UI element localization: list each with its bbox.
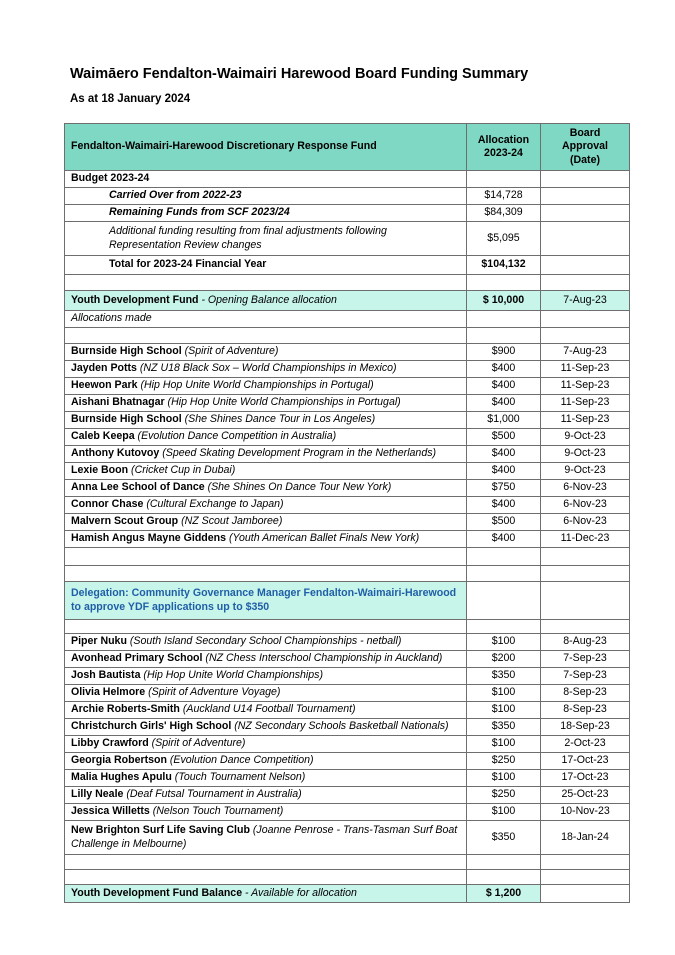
recipient-purpose: (Auckland U14 Football Tournament) — [179, 703, 356, 716]
budget-total-row — [65, 256, 630, 275]
allocation-amount: $750 — [467, 480, 541, 497]
recipient-cell — [65, 770, 467, 787]
funding-table-body — [65, 124, 630, 344]
allocation-amount: $100 — [467, 634, 541, 651]
budget-carried-row — [65, 188, 630, 205]
table-row — [65, 821, 630, 855]
recipient-name: Burnside High School — [71, 345, 182, 358]
balance-cell — [65, 885, 467, 903]
allocation-amount: $350 — [467, 821, 541, 855]
recipient-cell — [65, 497, 467, 514]
approval-date: 7-Sep-23 — [541, 651, 630, 668]
delegation-row — [65, 582, 630, 620]
approval-date: 8-Sep-23 — [541, 685, 630, 702]
recipient-name: Jessica Willetts — [71, 805, 150, 818]
approval-date: 11-Sep-23 — [541, 378, 630, 395]
recipient-purpose: (Hip Hop Unite World Championships) — [140, 669, 323, 682]
recipient-name: Christchurch Girls' High School — [71, 720, 232, 733]
recipient-purpose: (Youth American Ballet Finals New York) — [226, 532, 420, 545]
spacer-row — [65, 870, 630, 885]
recipient-purpose: (Speed Skating Development Program in the Netherlands) — [159, 447, 437, 460]
recipient-name: Heewon Park — [71, 379, 138, 392]
recipient-name: Archie Roberts-Smith — [71, 703, 180, 716]
table-row — [65, 395, 630, 412]
budget-additional-row — [65, 222, 630, 256]
approval-date: 7-Aug-23 — [541, 344, 630, 361]
budget-heading: Budget 2023-24 — [65, 171, 467, 188]
table-row — [65, 497, 630, 514]
approval-date: 11-Sep-23 — [541, 395, 630, 412]
recipient-name: Caleb Keepa — [71, 430, 135, 443]
table-row — [65, 480, 630, 497]
recipient-name: Aishani Bhatnagar — [71, 396, 165, 409]
recipient-purpose: (Cricket Cup in Dubai) — [128, 464, 236, 477]
carried-label: Carried Over from 2022-23 — [65, 188, 467, 205]
recipient-purpose: (South Island Secondary School Championships - netball) — [126, 635, 402, 648]
spacer-row — [65, 548, 630, 566]
recipient-purpose: (Spirit of Adventure) — [181, 345, 279, 358]
recipient-cell — [65, 821, 467, 855]
recipient-name: Lexie Boon — [71, 464, 129, 477]
spacer-row — [65, 566, 630, 582]
approval-date: 2-Oct-23 — [541, 736, 630, 753]
approval-date: 11-Sep-23 — [541, 412, 630, 429]
approval-date: 6-Nov-23 — [541, 497, 630, 514]
table-header-row — [65, 124, 630, 171]
table-row — [65, 736, 630, 753]
delegation-heading: Delegation: Community Governance Manager Fendalton-Waimairi-Harewood to approve YDF applications up to $350 — [65, 582, 467, 620]
allocation-amount: $400 — [467, 446, 541, 463]
recipient-purpose: (Hip Hop Unite World Championships in Portugal) — [164, 396, 401, 409]
recipient-purpose: (NZ Secondary Schools Basketball Nationals) — [231, 720, 449, 733]
approval-date: 9-Oct-23 — [541, 463, 630, 480]
allocation-amount: $500 — [467, 514, 541, 531]
balance-section — [65, 855, 630, 903]
approval-date: 18-Jan-24 — [541, 821, 630, 855]
recipient-purpose: (She Shines On Dance Tour New York) — [204, 481, 392, 494]
recipient-purpose: (Deaf Futsal Tournament in Australia) — [123, 788, 302, 801]
recipient-purpose: (Cultural Exchange to Japan) — [143, 498, 284, 511]
recipient-cell — [65, 463, 467, 480]
recipient-purpose: (NZ Scout Jamboree) — [178, 515, 283, 528]
recipient-purpose: (Evolution Dance Competition in Australia) — [134, 430, 337, 443]
approval-date: 17-Oct-23 — [541, 770, 630, 787]
recipient-cell — [65, 480, 467, 497]
recipient-name: Avonhead Primary School — [71, 652, 203, 665]
table-row — [65, 685, 630, 702]
recipient-cell — [65, 514, 467, 531]
recipient-purpose: (NZ Chess Interschool Championship in Auckland) — [202, 652, 443, 665]
approval-date: 6-Nov-23 — [541, 514, 630, 531]
allocation-amount: $250 — [467, 787, 541, 804]
recipient-purpose: (She Shines Dance Tour in Los Angeles) — [181, 413, 376, 426]
recipient-name: Hamish Angus Mayne Giddens — [71, 532, 227, 545]
allocation-amount: $400 — [467, 378, 541, 395]
allocation-amount: $1,000 — [467, 412, 541, 429]
table-row — [65, 787, 630, 804]
spacer-row — [65, 855, 630, 870]
recipient-purpose: (Touch Tournament Nelson) — [171, 771, 306, 784]
ydf-cell — [65, 291, 467, 311]
spacer-row — [65, 328, 630, 344]
ydf-amount: $ 10,000 — [467, 291, 541, 311]
recipient-cell — [65, 753, 467, 770]
approval-date: 11-Sep-23 — [541, 361, 630, 378]
allocation-amount: $100 — [467, 685, 541, 702]
approval-date: 10-Nov-23 — [541, 804, 630, 821]
table-row — [65, 753, 630, 770]
table-row — [65, 531, 630, 548]
allocation-amount: $100 — [467, 770, 541, 787]
recipient-cell — [65, 531, 467, 548]
recipient-name: Anthony Kutovoy — [71, 447, 160, 460]
allocation-amount: $400 — [467, 463, 541, 480]
recipient-purpose: (Nelson Touch Tournament) — [149, 805, 284, 818]
approval-date: 8-Sep-23 — [541, 702, 630, 719]
allocation-amount: $400 — [467, 497, 541, 514]
table-row — [65, 446, 630, 463]
recipient-purpose: (Spirit of Adventure Voyage) — [145, 686, 281, 699]
recipient-cell — [65, 412, 467, 429]
table-row — [65, 702, 630, 719]
carried-amount: $14,728 — [467, 188, 541, 205]
recipient-name: Olivia Helmore — [71, 686, 146, 699]
total-amount: $104,132 — [467, 256, 541, 275]
approval-date: 6-Nov-23 — [541, 480, 630, 497]
table-row — [65, 770, 630, 787]
budget-remaining-row — [65, 205, 630, 222]
approval-date: 8-Aug-23 — [541, 634, 630, 651]
recipient-name: Josh Bautista — [71, 669, 141, 682]
as-at-date: As at 18 January 2024 — [70, 93, 191, 105]
table-row — [65, 378, 630, 395]
approval-date: 7-Sep-23 — [541, 668, 630, 685]
allocation-amount: $100 — [467, 702, 541, 719]
allocation-amount: $400 — [467, 531, 541, 548]
recipient-name: Lilly Neale — [71, 788, 124, 801]
recipient-purpose: (Evolution Dance Competition) — [166, 754, 314, 767]
additional-amount: $5,095 — [467, 222, 541, 256]
approval-date: 25-Oct-23 — [541, 787, 630, 804]
allocation-amount: $400 — [467, 361, 541, 378]
table-row — [65, 463, 630, 480]
recipient-name: Georgia Robertson — [71, 754, 167, 767]
recipient-cell — [65, 651, 467, 668]
recipient-cell — [65, 804, 467, 821]
recipient-cell — [65, 787, 467, 804]
document-title: Waimāero Fendalton-Waimairi Harewood Board Funding Summary — [70, 66, 529, 82]
recipient-cell — [65, 361, 467, 378]
recipient-cell — [65, 446, 467, 463]
allocation-amount: $200 — [467, 651, 541, 668]
allocation-amount: $250 — [467, 753, 541, 770]
recipient-name: Piper Nuku — [71, 635, 127, 648]
allocation-amount: $100 — [467, 804, 541, 821]
recipient-cell — [65, 429, 467, 446]
header-fund: Fendalton-Waimairi-Harewood Discretionary Response Fund — [65, 124, 467, 171]
table-row — [65, 412, 630, 429]
balance-label: Youth Development Fund Balance — [71, 886, 243, 899]
allocations-made-label: Allocations made — [65, 311, 467, 328]
approval-date: 17-Oct-23 — [541, 753, 630, 770]
balance-amount: $ 1,200 — [467, 885, 541, 903]
balance-desc: - Available for allocation — [242, 886, 357, 899]
table-row — [65, 344, 630, 361]
spacer-row — [65, 620, 630, 634]
board-allocations — [65, 344, 630, 548]
recipient-cell — [65, 395, 467, 412]
ydf-desc: - Opening Balance allocation — [198, 293, 337, 306]
table-row — [65, 361, 630, 378]
table-row — [65, 804, 630, 821]
balance-row — [65, 885, 630, 903]
delegated-allocations — [65, 634, 630, 855]
recipient-cell — [65, 668, 467, 685]
recipient-cell — [65, 736, 467, 753]
header-approval: Board Approval (Date) — [541, 124, 630, 171]
recipient-cell — [65, 344, 467, 361]
allocation-amount: $350 — [467, 668, 541, 685]
table-row — [65, 719, 630, 736]
recipient-name: Burnside High School — [71, 413, 182, 426]
recipient-cell — [65, 685, 467, 702]
table-row — [65, 429, 630, 446]
header-allocation: Allocation 2023-24 — [467, 124, 541, 171]
allocation-amount: $350 — [467, 719, 541, 736]
remaining-label: Remaining Funds from SCF 2023/24 — [65, 205, 467, 222]
recipient-cell — [65, 634, 467, 651]
table-row — [65, 634, 630, 651]
recipient-name: Anna Lee School of Dance — [71, 481, 205, 494]
allocation-amount: $100 — [467, 736, 541, 753]
recipient-name: Libby Crawford — [71, 737, 149, 750]
recipient-purpose: (NZ U18 Black Sox – World Championships in Mexico) — [136, 362, 397, 375]
recipient-name: New Brighton Surf Life Saving Club — [71, 824, 250, 837]
ydf-label: Youth Development Fund — [71, 293, 199, 306]
allocations-made-row — [65, 311, 630, 328]
approval-date: 9-Oct-23 — [541, 429, 630, 446]
approval-date: 9-Oct-23 — [541, 446, 630, 463]
ydf-date: 7-Aug-23 — [541, 291, 630, 311]
budget-heading-row — [65, 171, 630, 188]
recipient-name: Malvern Scout Group — [71, 515, 179, 528]
allocation-amount: $400 — [467, 395, 541, 412]
spacer-row — [65, 275, 630, 291]
table-row — [65, 651, 630, 668]
table-row — [65, 514, 630, 531]
recipient-cell — [65, 702, 467, 719]
table-row — [65, 668, 630, 685]
recipient-cell — [65, 378, 467, 395]
additional-label: Additional funding resulting from final adjustments following Representation Review changes — [65, 222, 467, 256]
remaining-amount: $84,309 — [467, 205, 541, 222]
recipient-purpose: (Joanne Penrose - Trans-Tasman Surf Boat Challenge in Melbourne) — [71, 824, 458, 850]
recipient-name: Malia Hughes Apulu — [71, 771, 172, 784]
total-label: Total for 2023-24 Financial Year — [65, 256, 467, 275]
ydf-row — [65, 291, 630, 311]
recipient-purpose: (Spirit of Adventure) — [148, 737, 246, 750]
recipient-cell — [65, 719, 467, 736]
funding-table — [64, 123, 630, 903]
recipient-purpose: (Hip Hop Unite World Championships in Portugal) — [137, 379, 374, 392]
allocation-amount: $500 — [467, 429, 541, 446]
recipient-name: Jayden Potts — [71, 362, 137, 375]
delegation-section — [65, 548, 630, 634]
allocation-amount: $900 — [467, 344, 541, 361]
approval-date: 18-Sep-23 — [541, 719, 630, 736]
approval-date: 11-Dec-23 — [541, 531, 630, 548]
recipient-name: Connor Chase — [71, 498, 144, 511]
